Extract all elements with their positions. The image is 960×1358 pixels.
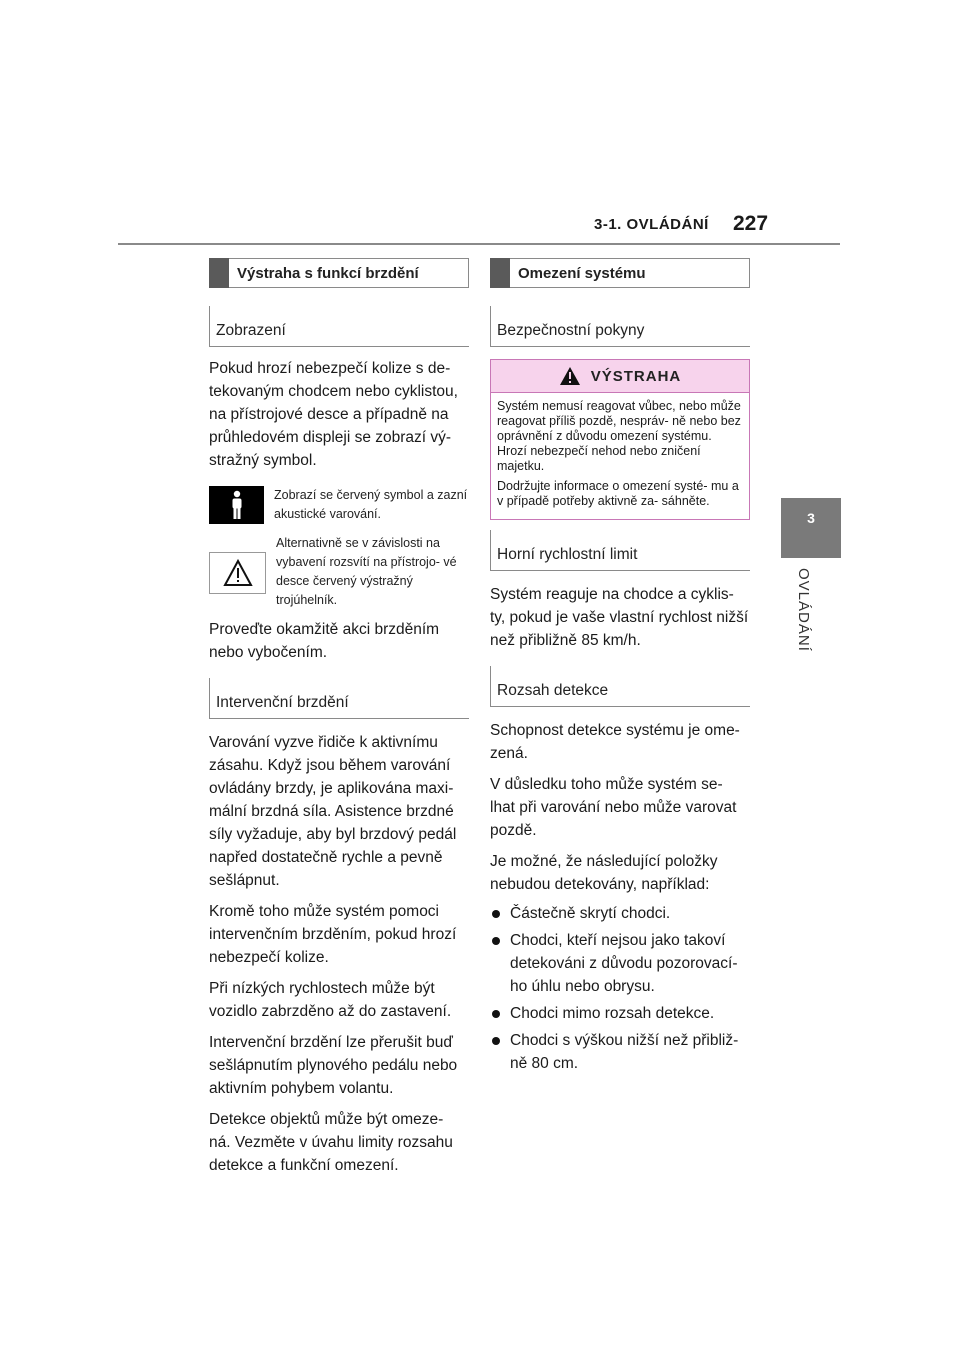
paragraph: Detekce objektů může být omeze- ná. Vezměte v úvahu limity rozsahu detekce a funkční omezení. bbox=[209, 1111, 453, 1174]
section-title bbox=[490, 258, 750, 288]
list-item: Chodci, kteří nejsou jako takoví detekováni z důvodu pozorovací- ho úhlu nebo obrysu. bbox=[490, 929, 750, 998]
paragraph: Při nízkých rychlostech může být vozidlo zabrzděno až do zastavení. bbox=[209, 980, 452, 1020]
paragraph: Je možné, že následující položky nebudou detekovány, například: bbox=[490, 853, 718, 893]
subheading-safety: Bezpečnostní pokyny bbox=[490, 306, 750, 347]
running-head: 3-1. OVLÁDÁNÍ bbox=[594, 216, 709, 233]
paragraph: Pokud hrozí nebezpečí kolize s de- tekovaným chodcem nebo cyklistou, na přístrojové desce a případně na průhledovém displeji se zobrazí vý- stražný symbol. bbox=[209, 360, 458, 469]
warning-icon bbox=[559, 366, 581, 386]
icon-row bbox=[209, 534, 469, 610]
paragraph: Varování vyzve řidiče k aktivnímu zásahu. Když jsou během varování ovládány brzdy, je aplikována maxi- mální brzdná síla. Asistence brzdné síly vyžaduje, aby byl brzdový pedál napřed dostatečně rychle a pevně sešlápnut. bbox=[209, 734, 457, 889]
section-marker bbox=[209, 258, 229, 288]
section-title-text: Omezení systému bbox=[518, 264, 646, 282]
subheading-detection-range: Rozsah detekce bbox=[490, 666, 750, 707]
icon-description: Alternativně se v závislosti na vybavení rozsvítí na přístrojo- vé desce červený výstražný trojúhelník. bbox=[276, 536, 457, 607]
warning-title: VÝSTRAHA bbox=[590, 367, 682, 385]
page-number: 227 bbox=[733, 212, 769, 235]
paragraph: V důsledku toho může systém se- lhat při varování nebo může varovat pozdě. bbox=[490, 776, 737, 839]
chapter-label: OVLÁDÁNÍ bbox=[795, 568, 812, 652]
left-column bbox=[209, 258, 469, 1177]
paragraph: Intervenční brzdění lze přerušit buď sešlápnutím plynového pedálu nebo aktivním pohybem volantu. bbox=[209, 1034, 458, 1097]
header-rule bbox=[118, 243, 840, 245]
warning-header bbox=[491, 360, 749, 393]
list-item: Částečně skrytí chodci. bbox=[490, 902, 750, 925]
icon-row bbox=[209, 486, 469, 524]
warning-triangle-icon bbox=[209, 552, 266, 594]
paragraph: Schopnost detekce systému je ome- zená. bbox=[490, 722, 740, 762]
icon-description: Zobrazí se červený symbol a zazní akustické varování. bbox=[274, 488, 468, 521]
pedestrian-icon bbox=[209, 486, 264, 524]
subheading-intervention: Intervenční brzdění bbox=[209, 678, 469, 719]
bullet-list bbox=[490, 902, 750, 1075]
subheading-display: Zobrazení bbox=[209, 306, 469, 347]
list-item: Chodci mimo rozsah detekce. bbox=[490, 1002, 750, 1025]
paragraph: Kromě toho může systém pomoci intervenčním brzděním, pokud hrozí nebezpečí kolize. bbox=[209, 903, 457, 966]
section-title-text: Výstraha s funkcí brzdění bbox=[237, 264, 419, 282]
warning-text: Systém nemusí reagovat vůbec, nebo může reagovat příliš pozdě, nespráv- ně nebo bez oprávnění z důvodu omezení systému. Hrozí nebezpečí nehod nebo zničení majetku. bbox=[497, 399, 741, 473]
chapter-tab: 3 bbox=[781, 498, 841, 558]
warning-body bbox=[491, 393, 749, 519]
subheading-speed-limit: Horní rychlostní limit bbox=[490, 530, 750, 571]
paragraph: Proveďte okamžitě akci brzděním nebo vybočením. bbox=[209, 621, 440, 661]
right-column bbox=[490, 258, 750, 1079]
section-title bbox=[209, 258, 469, 288]
warning-text: Dodržujte informace o omezení systé- mu a v případě potřeby aktivně za- sáhněte. bbox=[497, 479, 739, 508]
section-marker bbox=[490, 258, 510, 288]
paragraph: Systém reaguje na chodce a cyklis- ty, pokud je vaše vlastní rychlost nižší než přibližně 85 km/h. bbox=[490, 586, 749, 649]
list-item: Chodci s výškou nižší než přibliž- ně 80 cm. bbox=[490, 1029, 750, 1075]
warning-box bbox=[490, 359, 750, 520]
